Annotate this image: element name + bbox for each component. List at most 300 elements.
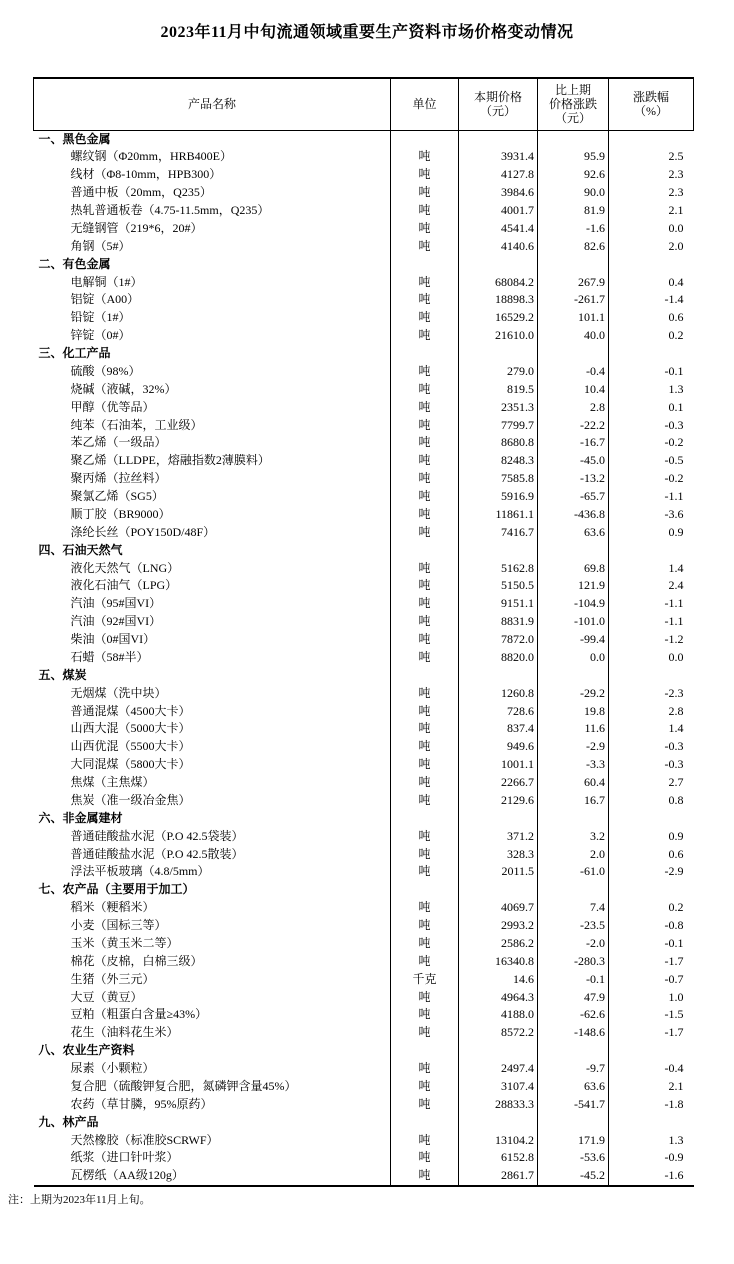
current-price-cell: 8248.3 — [459, 452, 538, 470]
price-change-cell: -261.7 — [538, 291, 609, 309]
product-name-cell: 棉花（皮棉，白棉三级） — [70, 953, 203, 968]
change-pct-cell: 2.7 — [609, 774, 694, 792]
price-change-cell: 101.1 — [538, 309, 609, 327]
section-row — [34, 1114, 694, 1132]
current-price-cell: 8820.0 — [459, 649, 538, 667]
product-name-cell: 液化天然气（LNG） — [70, 560, 180, 575]
unit-cell: 吨 — [391, 935, 459, 953]
price-table — [33, 77, 694, 1187]
header-price-change-line2: 价格涨跌 — [548, 97, 597, 112]
price-change-cell: 16.7 — [538, 792, 609, 810]
change-pct-cell: 0.1 — [609, 399, 694, 417]
change-pct-cell: 0.0 — [609, 220, 694, 238]
change-pct-cell: -1.1 — [609, 488, 694, 506]
price-change-cell: 3.2 — [538, 828, 609, 846]
table-row — [34, 434, 694, 452]
price-change-cell: 69.8 — [538, 560, 609, 578]
unit-cell: 吨 — [391, 488, 459, 506]
product-name-cell: 花生（油料花生米） — [70, 1025, 179, 1040]
empty-cell — [391, 1114, 459, 1132]
table-row — [34, 792, 694, 810]
empty-cell — [391, 1042, 459, 1060]
unit-cell: 吨 — [391, 792, 459, 810]
section-title-cell: 一、黑色金属 — [38, 131, 111, 146]
unit-cell: 吨 — [391, 327, 459, 345]
unit-cell: 吨 — [391, 649, 459, 667]
header-product: 产品名称 — [34, 78, 391, 130]
price-change-cell: 7.4 — [538, 899, 609, 917]
unit-cell: 吨 — [391, 631, 459, 649]
table-row — [34, 577, 694, 595]
unit-cell: 吨 — [391, 577, 459, 595]
change-pct-cell: -0.8 — [609, 917, 694, 935]
price-change-cell: 63.6 — [538, 524, 609, 542]
unit-cell: 吨 — [391, 953, 459, 971]
unit-cell: 吨 — [391, 363, 459, 381]
price-change-cell: 81.9 — [538, 202, 609, 220]
table-row — [34, 220, 694, 238]
change-pct-cell: -0.1 — [609, 363, 694, 381]
table-row — [34, 148, 694, 166]
price-change-cell: -2.9 — [538, 738, 609, 756]
unit-cell: 吨 — [391, 899, 459, 917]
table-row — [34, 506, 694, 524]
current-price-cell: 3107.4 — [459, 1078, 538, 1096]
empty-cell — [609, 256, 694, 274]
change-pct-cell: 0.8 — [609, 792, 694, 810]
change-pct-cell: -3.6 — [609, 506, 694, 524]
table-row — [34, 166, 694, 184]
section-row — [34, 881, 694, 899]
table-row — [34, 1167, 694, 1186]
current-price-cell: 2266.7 — [459, 774, 538, 792]
empty-cell — [538, 130, 609, 148]
unit-cell: 吨 — [391, 828, 459, 846]
change-pct-cell: -1.7 — [609, 953, 694, 971]
unit-cell: 吨 — [391, 917, 459, 935]
current-price-cell: 328.3 — [459, 846, 538, 864]
section-title-cell: 六、非金属建材 — [38, 810, 123, 825]
unit-cell: 吨 — [391, 1132, 459, 1150]
change-pct-cell: -0.3 — [609, 738, 694, 756]
price-change-cell: -436.8 — [538, 506, 609, 524]
price-change-cell: 92.6 — [538, 166, 609, 184]
change-pct-cell: -0.2 — [609, 470, 694, 488]
table-row — [34, 417, 694, 435]
product-name-cell: 农药（草甘膦，95%原药） — [70, 1096, 213, 1111]
product-name-cell: 稻米（粳稻米） — [70, 900, 155, 915]
price-change-cell: 40.0 — [538, 327, 609, 345]
table-row — [34, 452, 694, 470]
change-pct-cell: -0.3 — [609, 756, 694, 774]
unit-cell: 吨 — [391, 166, 459, 184]
change-pct-cell: -0.9 — [609, 1149, 694, 1167]
empty-cell — [459, 881, 538, 899]
table-row — [34, 1006, 694, 1024]
current-price-cell: 2993.2 — [459, 917, 538, 935]
price-change-cell: 19.8 — [538, 703, 609, 721]
table-row — [34, 953, 694, 971]
product-name-cell: 柴油（0#国VI） — [70, 632, 156, 646]
table-row — [34, 685, 694, 703]
empty-cell — [609, 810, 694, 828]
product-name-cell: 石蜡（58#半） — [70, 649, 149, 664]
price-change-cell: 10.4 — [538, 381, 609, 399]
current-price-cell: 279.0 — [459, 363, 538, 381]
unit-cell: 吨 — [391, 595, 459, 613]
current-price-cell: 14.6 — [459, 971, 538, 989]
price-change-cell: 267.9 — [538, 274, 609, 292]
change-pct-cell: 1.3 — [609, 381, 694, 399]
price-change-cell: 60.4 — [538, 774, 609, 792]
change-pct-cell: -1.8 — [609, 1096, 694, 1114]
header-current-price — [459, 78, 538, 130]
unit-cell: 吨 — [391, 506, 459, 524]
product-name-cell: 小麦（国标三等） — [70, 918, 167, 932]
change-pct-cell: 2.5 — [609, 148, 694, 166]
change-pct-cell: -1.2 — [609, 631, 694, 649]
product-name-cell: 大豆（黄豆） — [70, 989, 143, 1004]
change-pct-cell: -1.4 — [609, 291, 694, 309]
unit-cell: 吨 — [391, 291, 459, 309]
current-price-cell: 16340.8 — [459, 953, 538, 971]
change-pct-cell: 2.3 — [609, 184, 694, 202]
empty-cell — [459, 130, 538, 148]
table-row — [34, 1149, 694, 1167]
page-title: 2023年11月中旬流通领域重要生产资料市场价格变动情况 — [160, 24, 574, 41]
current-price-cell: 4964.3 — [459, 989, 538, 1007]
product-name-cell: 纯苯（石油苯，工业级） — [70, 417, 203, 432]
table-row — [34, 1096, 694, 1114]
price-change-cell: -22.2 — [538, 417, 609, 435]
table-header — [34, 78, 694, 130]
current-price-cell: 18898.3 — [459, 291, 538, 309]
footnote: 注：上期为2023年11月上旬。 — [8, 1194, 151, 1206]
change-pct-cell: -2.9 — [609, 863, 694, 881]
section-row — [34, 256, 694, 274]
product-name-cell: 普通中板（20mm，Q235） — [70, 185, 212, 200]
unit-cell: 吨 — [391, 399, 459, 417]
product-name-cell: 浮法平板玻璃（4.8/5mm） — [70, 864, 210, 879]
product-name-cell: 聚氯乙烯（SG5） — [70, 489, 164, 503]
table-row — [34, 703, 694, 721]
product-name-cell: 聚丙烯（拉丝料） — [70, 471, 167, 486]
section-row — [34, 130, 694, 148]
header-price-change — [538, 78, 609, 130]
change-pct-cell: 0.0 — [609, 649, 694, 667]
empty-cell — [391, 881, 459, 899]
empty-cell — [538, 345, 609, 363]
table-row — [34, 756, 694, 774]
empty-cell — [538, 1042, 609, 1060]
current-price-cell: 4069.7 — [459, 899, 538, 917]
unit-cell: 吨 — [391, 184, 459, 202]
table-row — [34, 309, 694, 327]
product-name-cell: 山西大混（5000大卡） — [70, 721, 191, 736]
header-price-change-line3: （元） — [554, 111, 591, 126]
current-price-cell: 2351.3 — [459, 399, 538, 417]
current-price-cell: 13104.2 — [459, 1132, 538, 1150]
change-pct-cell: 0.2 — [609, 327, 694, 345]
price-change-cell: 2.8 — [538, 399, 609, 417]
unit-cell: 吨 — [391, 452, 459, 470]
unit-cell: 吨 — [391, 381, 459, 399]
change-pct-cell: -1.5 — [609, 1006, 694, 1024]
current-price-cell: 819.5 — [459, 381, 538, 399]
unit-cell: 吨 — [391, 560, 459, 578]
table-row — [34, 560, 694, 578]
unit-cell: 吨 — [391, 738, 459, 756]
unit-cell: 吨 — [391, 1060, 459, 1078]
price-change-cell: 47.9 — [538, 989, 609, 1007]
current-price-cell: 8680.8 — [459, 434, 538, 452]
table-row — [34, 524, 694, 542]
current-price-cell: 2586.2 — [459, 935, 538, 953]
current-price-cell: 7416.7 — [459, 524, 538, 542]
change-pct-cell: -0.7 — [609, 971, 694, 989]
change-pct-cell: -0.1 — [609, 935, 694, 953]
change-pct-cell: 1.0 — [609, 989, 694, 1007]
unit-cell: 吨 — [391, 846, 459, 864]
price-change-cell: 95.9 — [538, 148, 609, 166]
unit-cell: 吨 — [391, 685, 459, 703]
current-price-cell: 7585.8 — [459, 470, 538, 488]
table-row — [34, 828, 694, 846]
unit-cell: 吨 — [391, 1006, 459, 1024]
unit-cell: 吨 — [391, 238, 459, 256]
price-change-cell: 171.9 — [538, 1132, 609, 1150]
change-pct-cell: -0.2 — [609, 434, 694, 452]
price-change-cell: -2.0 — [538, 935, 609, 953]
empty-cell — [459, 542, 538, 560]
unit-cell: 吨 — [391, 1024, 459, 1042]
empty-cell — [538, 881, 609, 899]
current-price-cell: 371.2 — [459, 828, 538, 846]
change-pct-cell: 0.2 — [609, 899, 694, 917]
product-name-cell: 电解铜（1#） — [70, 274, 143, 289]
price-change-cell: -0.1 — [538, 971, 609, 989]
change-pct-cell: 2.4 — [609, 577, 694, 595]
unit-cell: 吨 — [391, 1096, 459, 1114]
section-title-cell: 五、煤炭 — [38, 667, 87, 682]
current-price-cell: 3984.6 — [459, 184, 538, 202]
change-pct-cell: 0.4 — [609, 274, 694, 292]
change-pct-cell: 2.8 — [609, 703, 694, 721]
price-change-cell: 0.0 — [538, 649, 609, 667]
header-row — [34, 78, 694, 130]
unit-cell: 吨 — [391, 756, 459, 774]
product-name-cell: 尿素（小颗粒） — [70, 1061, 155, 1075]
empty-cell — [391, 810, 459, 828]
section-title-cell: 七、农产品（主要用于加工） — [38, 882, 195, 897]
unit-cell: 吨 — [391, 524, 459, 542]
price-change-cell: -45.2 — [538, 1167, 609, 1186]
empty-cell — [538, 810, 609, 828]
price-change-cell: -148.6 — [538, 1024, 609, 1042]
change-pct-cell: -0.5 — [609, 452, 694, 470]
change-pct-cell: 2.1 — [609, 1078, 694, 1096]
table-row — [34, 899, 694, 917]
section-row — [34, 810, 694, 828]
price-change-cell: 82.6 — [538, 238, 609, 256]
price-change-cell: -104.9 — [538, 595, 609, 613]
product-name-cell: 天然橡胶（标准胶SCRWF） — [70, 1132, 219, 1147]
product-name-cell: 铅锭（1#） — [70, 310, 131, 325]
price-change-cell: 90.0 — [538, 184, 609, 202]
change-pct-cell: 2.1 — [609, 202, 694, 220]
unit-cell: 吨 — [391, 417, 459, 435]
price-change-cell: -13.2 — [538, 470, 609, 488]
table-row — [34, 917, 694, 935]
current-price-cell: 5916.9 — [459, 488, 538, 506]
section-row — [34, 542, 694, 560]
product-name-cell: 焦炭（准一级冶金焦） — [70, 792, 191, 807]
product-name-cell: 角钢（5#） — [70, 238, 131, 253]
price-change-cell: -101.0 — [538, 613, 609, 631]
table-row — [34, 863, 694, 881]
unit-cell: 吨 — [391, 703, 459, 721]
section-row — [34, 1042, 694, 1060]
section-row — [34, 345, 694, 363]
empty-cell — [391, 130, 459, 148]
product-name-cell: 硫酸（98%） — [70, 363, 141, 378]
price-change-cell: -23.5 — [538, 917, 609, 935]
empty-cell — [538, 542, 609, 560]
section-title-cell: 四、石油天然气 — [38, 542, 123, 557]
current-price-cell: 728.6 — [459, 703, 538, 721]
price-change-cell: 2.0 — [538, 846, 609, 864]
unit-cell: 吨 — [391, 774, 459, 792]
current-price-cell: 11861.1 — [459, 506, 538, 524]
unit-cell: 吨 — [391, 1167, 459, 1186]
change-pct-cell: 2.3 — [609, 166, 694, 184]
price-change-cell: -280.3 — [538, 953, 609, 971]
section-title-cell: 八、农业生产资料 — [38, 1043, 135, 1058]
product-name-cell: 山西优混（5500大卡） — [70, 739, 191, 754]
change-pct-cell: 0.6 — [609, 309, 694, 327]
change-pct-cell: -1.1 — [609, 595, 694, 613]
unit-cell: 吨 — [391, 202, 459, 220]
header-current-price-line1: 本期价格 — [473, 90, 522, 105]
section-title-cell: 二、有色金属 — [38, 256, 111, 271]
product-name-cell: 焦煤（主焦煤） — [70, 775, 155, 789]
product-name-cell: 甲醇（优等品） — [70, 399, 155, 414]
current-price-cell: 7799.7 — [459, 417, 538, 435]
price-change-cell: -0.4 — [538, 363, 609, 381]
current-price-cell: 2861.7 — [459, 1167, 538, 1186]
price-change-cell: -9.7 — [538, 1060, 609, 1078]
product-name-cell: 豆粕（粗蛋白含量≥43%） — [70, 1007, 208, 1022]
table-row — [34, 846, 694, 864]
price-change-cell: 11.6 — [538, 720, 609, 738]
empty-cell — [459, 1114, 538, 1132]
product-name-cell: 汽油（95#国VI） — [70, 596, 162, 611]
unit-cell: 吨 — [391, 220, 459, 238]
table-body — [34, 130, 694, 1186]
empty-cell — [391, 542, 459, 560]
change-pct-cell: -2.3 — [609, 685, 694, 703]
table-row — [34, 488, 694, 506]
header-current-price-line2: （元） — [479, 104, 516, 119]
empty-cell — [609, 1042, 694, 1060]
price-change-cell: -99.4 — [538, 631, 609, 649]
table-row — [34, 631, 694, 649]
product-name-cell: 生猪（外三元） — [70, 971, 155, 986]
header-change-pct-line2: （%） — [634, 104, 668, 119]
change-pct-cell: 0.9 — [609, 524, 694, 542]
product-name-cell: 线材（Φ8-10mm，HPB300） — [70, 167, 222, 182]
unit-cell: 吨 — [391, 863, 459, 881]
product-name-cell: 螺纹钢（Φ20mm，HRB400E） — [70, 149, 232, 164]
empty-cell — [459, 667, 538, 685]
unit-cell: 吨 — [391, 274, 459, 292]
unit-cell: 吨 — [391, 1149, 459, 1167]
change-pct-cell: -1.7 — [609, 1024, 694, 1042]
table-row — [34, 327, 694, 345]
table-row — [34, 274, 694, 292]
price-change-cell: 121.9 — [538, 577, 609, 595]
product-name-cell: 纸浆（进口针叶浆） — [70, 1150, 179, 1165]
product-name-cell: 铝锭（A00） — [70, 292, 140, 307]
product-name-cell: 聚乙烯（LLDPE，熔融指数2薄膜料） — [70, 453, 270, 468]
table-row — [34, 1132, 694, 1150]
product-name-cell: 热轧普通板卷（4.75-11.5mm，Q235） — [70, 203, 270, 217]
current-price-cell: 2497.4 — [459, 1060, 538, 1078]
price-change-cell: -45.0 — [538, 452, 609, 470]
empty-cell — [609, 542, 694, 560]
price-change-cell: 63.6 — [538, 1078, 609, 1096]
current-price-cell: 9151.1 — [459, 595, 538, 613]
product-name-cell: 大同混煤（5800大卡） — [70, 757, 191, 772]
section-title-cell: 三、化工产品 — [38, 346, 111, 360]
product-name-cell: 瓦楞纸（AA级120g） — [70, 1168, 184, 1183]
table-row — [34, 720, 694, 738]
unit-cell: 吨 — [391, 1078, 459, 1096]
current-price-cell: 8572.2 — [459, 1024, 538, 1042]
current-price-cell: 1001.1 — [459, 756, 538, 774]
table-row — [34, 238, 694, 256]
table-row — [34, 399, 694, 417]
product-name-cell: 无烟煤（洗中块） — [70, 685, 167, 700]
current-price-cell: 4127.8 — [459, 166, 538, 184]
product-name-cell: 普通硅酸盐水泥（P.O 42.5袋装） — [70, 828, 244, 843]
unit-cell: 吨 — [391, 309, 459, 327]
current-price-cell: 949.6 — [459, 738, 538, 756]
current-price-cell: 3931.4 — [459, 148, 538, 166]
empty-cell — [538, 256, 609, 274]
current-price-cell: 68084.2 — [459, 274, 538, 292]
change-pct-cell: 1.3 — [609, 1132, 694, 1150]
unit-cell: 吨 — [391, 720, 459, 738]
unit-cell: 吨 — [391, 989, 459, 1007]
empty-cell — [459, 256, 538, 274]
empty-cell — [391, 256, 459, 274]
empty-cell — [459, 345, 538, 363]
change-pct-cell: -0.3 — [609, 417, 694, 435]
header-change-pct — [609, 78, 694, 130]
section-title-cell: 九、林产品 — [38, 1114, 99, 1129]
price-change-cell: -29.2 — [538, 685, 609, 703]
current-price-cell: 4001.7 — [459, 202, 538, 220]
empty-cell — [609, 881, 694, 899]
product-name-cell: 顺丁胶（BR9000） — [70, 506, 171, 521]
header-change-pct-line1: 涨跌幅 — [632, 90, 669, 105]
empty-cell — [391, 667, 459, 685]
table-row — [34, 738, 694, 756]
change-pct-cell: -1.1 — [609, 613, 694, 631]
unit-cell: 吨 — [391, 148, 459, 166]
empty-cell — [459, 1042, 538, 1060]
